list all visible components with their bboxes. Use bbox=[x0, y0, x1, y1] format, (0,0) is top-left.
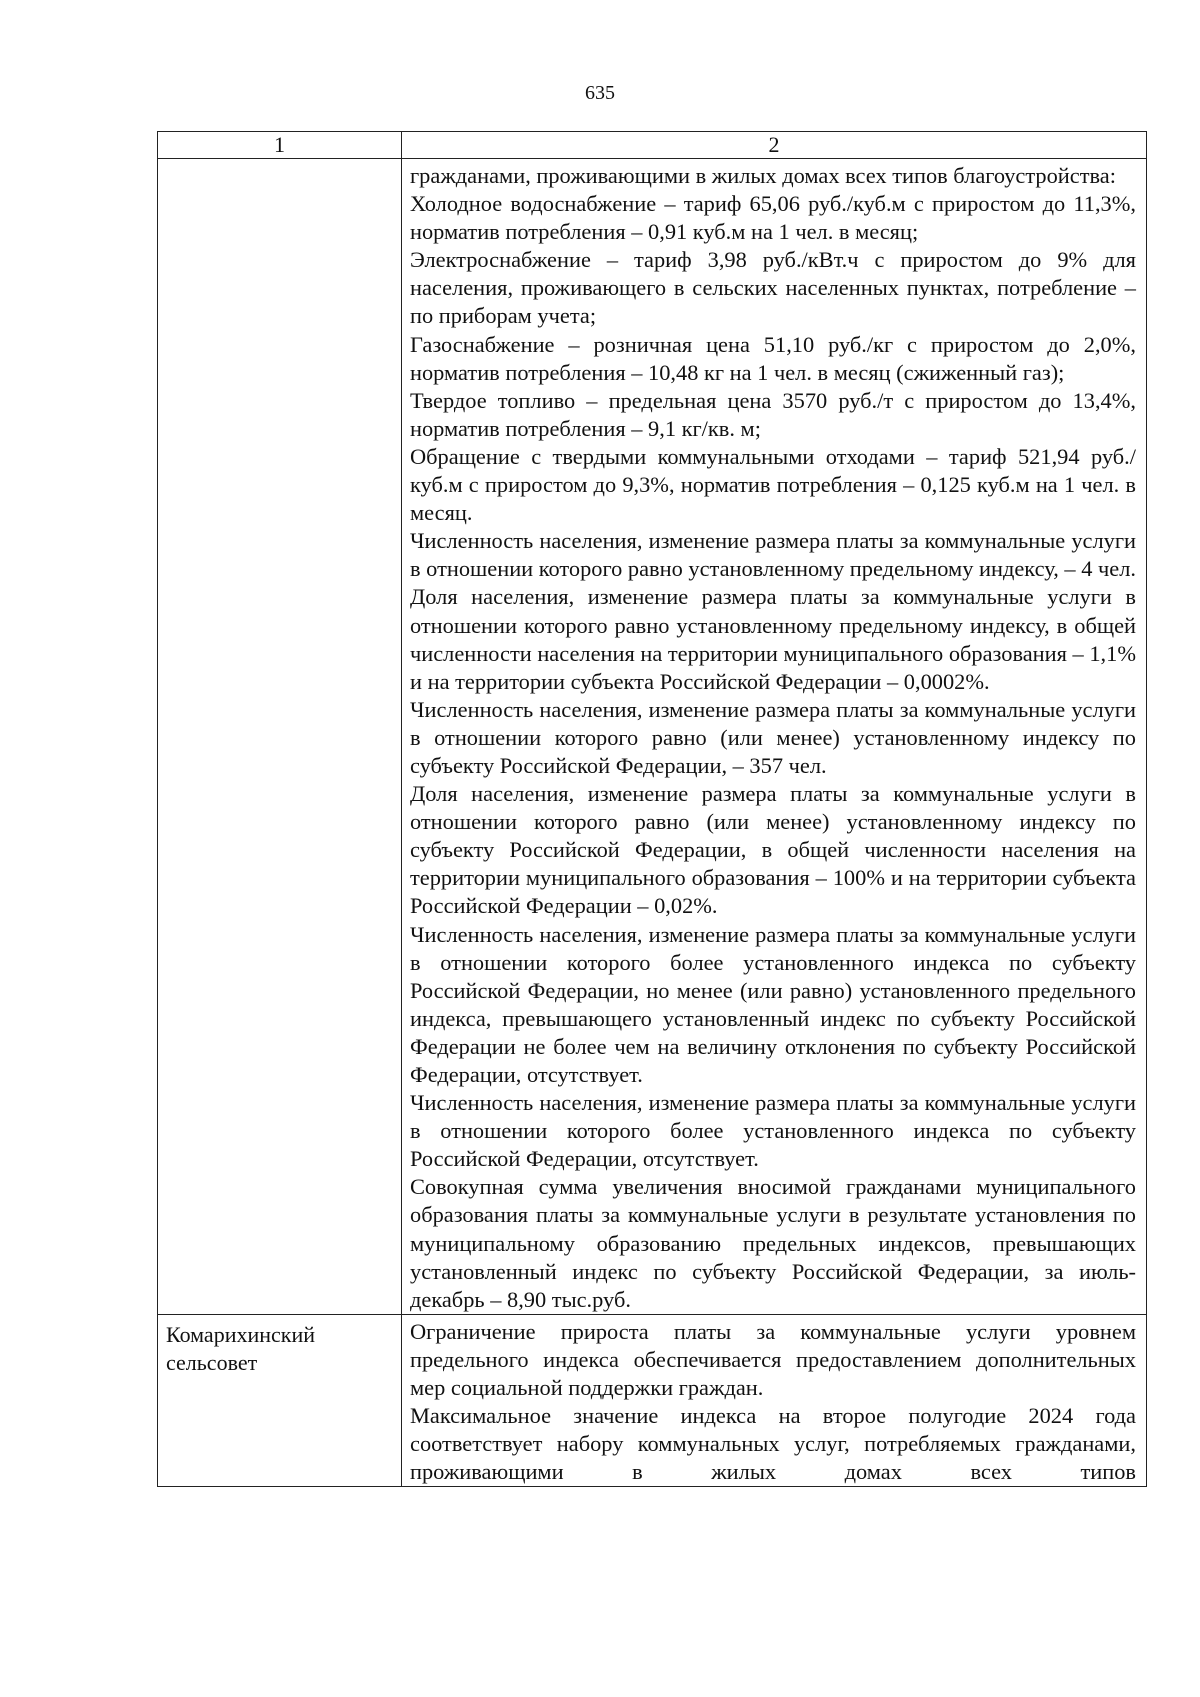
paragraph: Электроснабжение – тариф 3,98 руб./кВт.ч с приростом до 9% для населения, проживающего в сельских населенных пунктах, потребление – по приборам учета; bbox=[410, 247, 1136, 329]
paragraph: Ограничение прироста платы за коммунальные услуги уровнем предельного индекса обеспечивается предоставлением дополнительных мер социальной поддержки граждан. bbox=[410, 1318, 1136, 1401]
table-header-row bbox=[158, 132, 1147, 159]
paragraph: Холодное водоснабжение – тариф 65,06 руб./куб.м с приростом до 11,3%, норматив потребления – 0,91 куб.м на 1 чел. в месяц; bbox=[410, 191, 1136, 245]
paragraph: гражданами, проживающими в жилых домах всех типов благоустройства: bbox=[410, 163, 1116, 188]
paragraph: Доля населения, изменение размера платы за коммунальные услуги в отношении которого равно установленному предельному индексу, в общей численности населения на территории муниципального образования – 1,1% и на территории субъекта Российской Федерации – 0,0002%. bbox=[410, 584, 1136, 694]
paragraph: Численность населения, изменение размера платы за коммунальные услуги в отношении которого более установленного индекса по субъекту Российской Федерации, но менее (или равно) установленного предельного индекса, превышающего установленный индекс по субъекту Российской Федерации не более чем на величину отклонения по субъекту Российской Федерации, отсутствует. bbox=[410, 921, 1136, 1087]
paragraph: Совокупная сумма увеличения вносимой гражданами муниципального образования платы за коммунальные услуги в результате установления по муниципальному образованию предельных индексов, превышающих установленный индекс по субъекту Российской Федерации, за июль-декабрь – 8,90 тыс.руб. bbox=[410, 1174, 1136, 1312]
row-content-cell bbox=[402, 159, 1147, 1315]
paragraph: Обращение с твердыми коммунальными отходами – тариф 521,94 руб./куб.м с приростом до 9,3%, норматив потребления – 0,125 куб.м на 1 чел. в месяц. bbox=[410, 443, 1136, 526]
row-label-cell: Комарихинский сельсовет bbox=[158, 1314, 402, 1487]
paragraph: Газоснабжение – розничная цена 51,10 руб./кг с приростом до 2,0%, норматив потребления – 10,48 кг на 1 чел. в месяц (сжиженный газ); bbox=[410, 331, 1136, 385]
paragraph: Максимальное значение индекса на второе полугодие 2024 года соответствует набору коммунальных услуг, потребляемых гражданами, проживающими в жилых домах всех типов bbox=[410, 1403, 1136, 1485]
paragraph: Численность населения, изменение размера платы за коммунальные услуги в отношении которого равно (или менее) установленному индексу по субъекту Российской Федерации, – 357 чел. bbox=[410, 696, 1136, 778]
row-label-cell bbox=[158, 159, 402, 1315]
page-number: 635 bbox=[585, 82, 615, 104]
paragraph: Твердое топливо – предельная цена 3570 руб./т с приростом до 13,4%, норматив потребления – 9,1 кг/кв. м; bbox=[410, 387, 1136, 441]
table-row bbox=[158, 159, 1147, 1315]
paragraph: Численность населения, изменение размера платы за коммунальные услуги в отношении которого равно установленному предельному индексу, – 4 чел. bbox=[410, 528, 1136, 582]
paragraph: Доля населения, изменение размера платы за коммунальные услуги в отношении которого равно (или менее) установленному индексу по субъекту Российской Федерации, в общей численности населения на территории муниципального образования – 100% и на территории субъекта Российской Федерации – 0,02%. bbox=[410, 781, 1136, 919]
paragraph: Численность населения, изменение размера платы за коммунальные услуги в отношении которого более установленного индекса по субъекту Российской Федерации, отсутствует. bbox=[410, 1090, 1136, 1172]
row-content-cell bbox=[402, 1314, 1147, 1487]
table-row bbox=[158, 1314, 1147, 1487]
column-header-1: 1 bbox=[158, 132, 402, 159]
document-table bbox=[157, 131, 1147, 1487]
column-header-2: 2 bbox=[402, 132, 1147, 159]
